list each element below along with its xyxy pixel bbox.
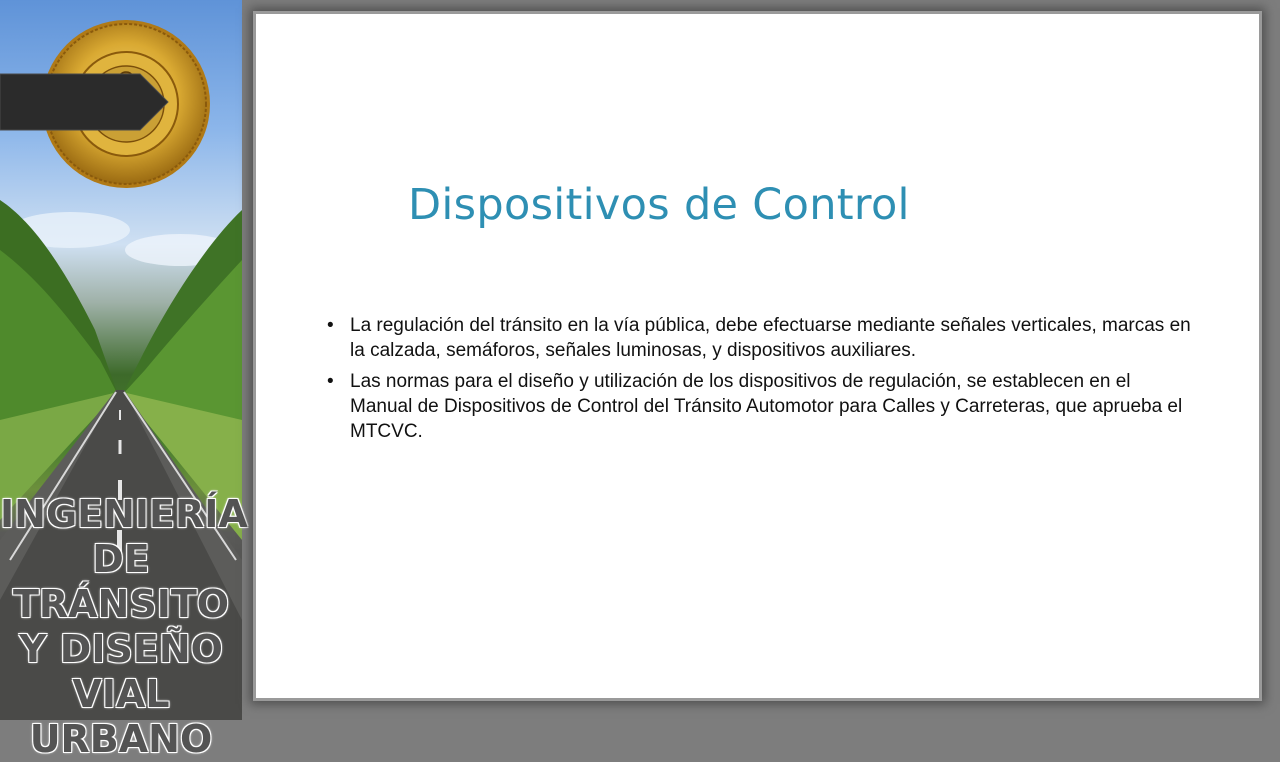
sidebar-panel [0, 0, 248, 761]
arrow-tab-shape [0, 74, 170, 130]
bullet-item [326, 369, 1196, 444]
course-title-line: URBANO [29, 717, 213, 761]
slide-content [256, 14, 1259, 698]
bullet-item [326, 313, 1196, 363]
course-title [0, 492, 248, 762]
bullet-text: Las normas para el diseño y utilización de los dispositivos de regulación, se establecen en el Manual de Dispositivos de Control del Tránsito Automotor para Calles y Carreteras, que aprueba el MTCVC. [350, 371, 1183, 442]
bullet-text: La regulación del tránsito en la vía pública, debe efectuarse mediante señales verticales, marcas en la calzada, semáforos, señales luminosas, y dispositivos auxiliares. [350, 315, 1191, 361]
course-title-line: VIAL [72, 672, 170, 716]
course-title-line: INGENIERÍA [0, 492, 248, 536]
bullet-marker: • [327, 371, 334, 392]
slide-title: Dispositivos de Control [408, 180, 910, 230]
bullet-marker: • [327, 315, 334, 336]
course-title-line: Y DISEÑO [19, 627, 223, 671]
course-title-line: DE TRÁNSITO [12, 537, 230, 626]
bullet-list [326, 313, 1196, 450]
